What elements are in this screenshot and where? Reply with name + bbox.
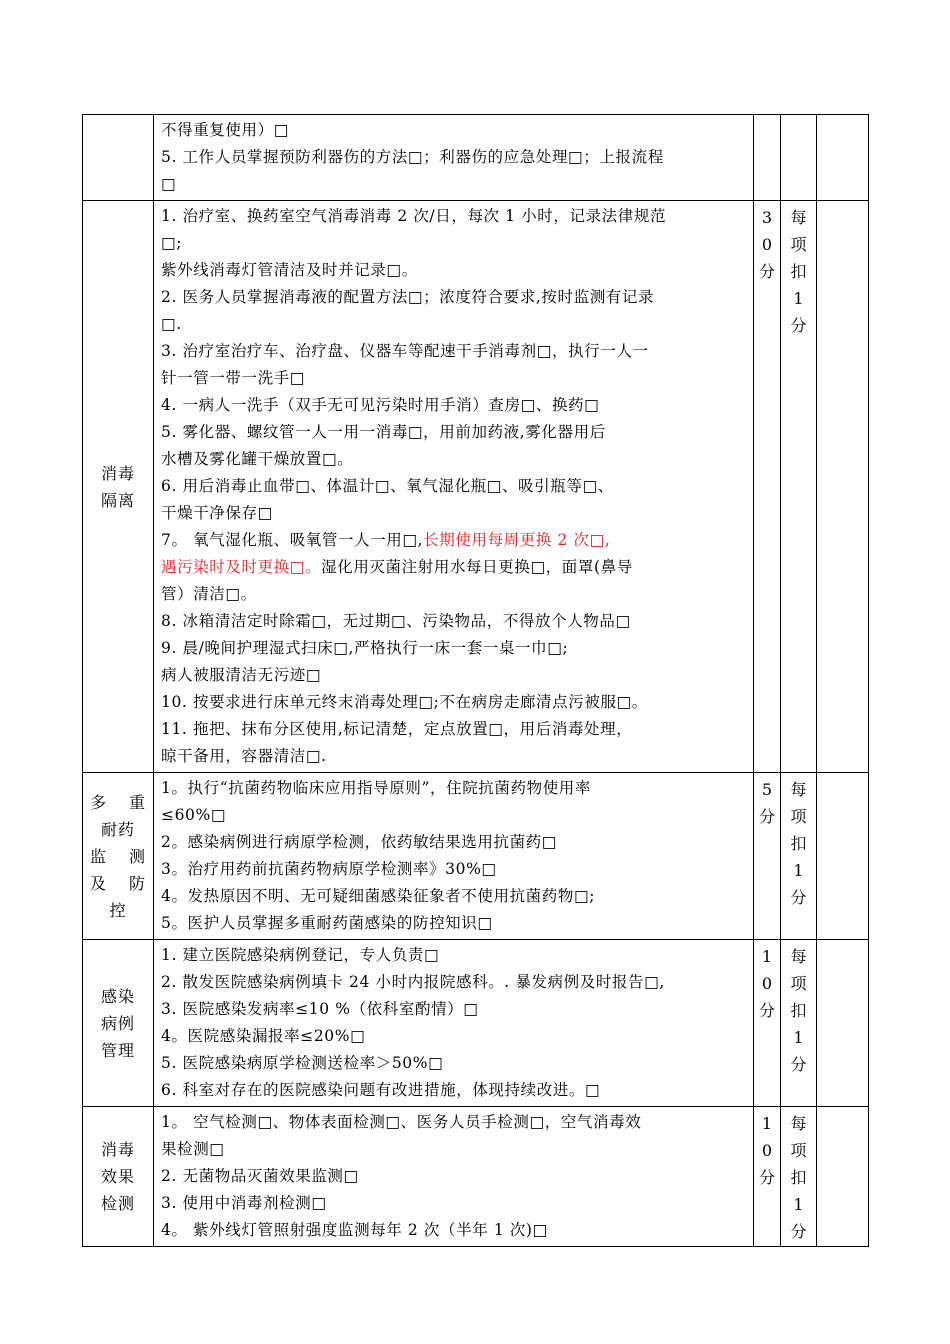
criteria-line [161,257,749,284]
deduction-char: 每 [790,947,807,966]
criteria-line [161,581,749,608]
deduction-char: 分 [790,1055,807,1074]
criteria-line [161,635,749,662]
deduction-char: 项 [790,235,807,254]
deduction-rule-cell [781,773,817,940]
criteria-line [161,1077,749,1104]
score-char: 分 [758,807,775,826]
criteria-line [161,203,749,230]
deduction-char: 项 [790,807,807,826]
criteria-line [161,1163,749,1190]
criteria-text: 10. 按要求进行床单元终末消毒处理□;不在病房走廊清点污被服□。 [161,693,648,711]
deduction-score-cell [817,115,869,201]
criteria-text: ≤60%□ [161,806,227,824]
criteria-text: 晾干备用，容器清洁□. [161,747,327,765]
criteria-text: 管）清洁□。 [161,585,257,603]
criteria-text: 3. 治疗室治疗车、治疗盘、仪器车等配速干手消毒剂□，执行一人一 [161,342,649,360]
score-cell [754,115,781,201]
criteria-line [161,1023,749,1050]
criteria-text: 5。医护人员掌握多重耐药菌感染的防控知识□ [161,914,493,932]
criteria-text: 湿化用灭菌注射用水每日更换□，面罩(鼻导 [321,558,633,576]
category-cell [83,1107,154,1247]
criteria-text: 1. 治疗室、换药室空气消毒消毒 2 次/日，每次 1 小时，记录法律规范 [161,207,667,225]
highlighted-text: 遇污染时及时更换□。 [161,558,322,576]
criteria-text: 紫外线消毒灯管清洁及时并记录□。 [161,261,418,279]
criteria-text: 5. 工作人员掌握预防利器伤的方法□；利器伤的应急处理□；上报流程 [161,148,664,166]
criteria-text: 2. 医务人员掌握消毒液的配置方法□；浓度符合要求,按时监测有记录 [161,288,655,306]
criteria-line [161,554,749,581]
category-label: 及 防 [90,873,146,893]
criteria-line [161,171,749,198]
criteria-line [161,311,749,338]
deduction-score-cell [817,201,869,773]
criteria-text: 1。 空气检测□、物体表面检测□、医务人员手检测□，空气消毒效 [161,1113,642,1131]
criteria-line [161,775,749,802]
score-char: 0 [761,1141,773,1160]
deduction-rule-cell [781,940,817,1107]
deduction-rule-cell [781,115,817,201]
table-row [83,940,869,1107]
category-label: 感染 [100,986,135,1006]
criteria-text: 2. 无菌物品灭菌效果监测□ [161,1167,359,1185]
score-cell [754,1107,781,1247]
deduction-char: 扣 [790,1001,807,1020]
criteria-line [161,338,749,365]
deduction-char: 每 [790,1114,807,1133]
criteria-line [161,365,749,392]
criteria-line [161,284,749,311]
deduction-char: 分 [790,316,807,335]
criteria-text: □. [161,315,182,333]
criteria-text: 不得重复使用）□ [161,121,289,139]
category-label: 多 重 [90,792,146,812]
criteria-line [161,446,749,473]
category-label: 消毒 [100,463,135,483]
category-label: 效果 [100,1167,135,1186]
category-label: 病例 [100,1013,135,1033]
deduction-char: 1 [793,289,804,308]
criteria-text: 6. 用后消毒止血带□、体温计□、氧气湿化瓶□、吸引瓶等□、 [161,477,614,495]
criteria-text: 4。医院感染漏报率≤20%□ [161,1027,366,1045]
criteria-text: 3. 医院感染发病率≤10 %（依科室酌情）□ [161,1000,479,1018]
criteria-text: □ [161,175,177,193]
deduction-char: 扣 [790,1168,807,1187]
table-row [83,773,869,940]
deduction-char: 项 [790,974,807,993]
criteria-line [161,473,749,500]
score-char: 0 [761,235,773,254]
deduction-rule-cell [781,201,817,773]
criteria-text: 5. 医院感染病原学检测送检率＞50%□ [161,1054,444,1072]
criteria-text: 4. 一病人一洗手（双手无可见污染时用手消）查房□、换药□ [161,396,600,414]
table-row [83,201,869,773]
criteria-line [161,856,749,883]
criteria-cell [154,1107,754,1247]
criteria-line [161,144,749,171]
criteria-line [161,230,749,257]
criteria-text: 4。发热原因不明、无可疑细菌感染征象者不使用抗菌药物□; [161,887,596,905]
score-char: 5 [761,780,773,799]
criteria-line [161,1190,749,1217]
criteria-text: 5. 雾化器、螺纹管一人一用一消毒□，用前加药液,雾化器用后 [161,423,606,441]
criteria-line [161,527,749,554]
criteria-line [161,743,749,770]
criteria-line [161,1109,749,1136]
criteria-line [161,392,749,419]
criteria-line [161,1136,749,1163]
evaluation-table [82,114,869,1247]
category-cell [83,773,154,940]
category-label: 管理 [100,1040,135,1060]
score-cell [754,940,781,1107]
criteria-line [161,1217,749,1244]
category-label: 控 [109,900,127,920]
criteria-cell [154,201,754,773]
criteria-text: 果检测□ [161,1140,225,1158]
category-label: 消毒 [100,1140,135,1159]
deduction-rule-cell [781,1107,817,1247]
deduction-char: 1 [793,1028,804,1047]
criteria-line [161,829,749,856]
category-label: 耐药 [100,819,135,839]
deduction-score-cell [817,940,869,1107]
criteria-text: 3. 使用中消毒剂检测□ [161,1194,327,1212]
criteria-line [161,419,749,446]
criteria-text: 干燥干净保存□ [161,504,273,522]
score-char: 分 [758,262,775,281]
score-char: 分 [758,1168,775,1187]
score-char: 3 [761,208,773,227]
deduction-char: 1 [793,861,804,880]
score-char: 1 [761,947,773,966]
criteria-line [161,662,749,689]
category-label: 检测 [100,1194,135,1213]
criteria-text: 针一管一带一洗手□ [161,369,306,387]
criteria-text: 4。 紫外线灯管照射强度监测每年 2 次（半年 1 次)□ [161,1221,548,1239]
criteria-line [161,716,749,743]
score-cell [754,201,781,773]
criteria-line [161,802,749,829]
criteria-text: 1. 建立医院感染病例登记，专人负责□ [161,946,440,964]
criteria-text: 8. 冰箱清洁定时除霜□，无过期□、污染物品，不得放个人物品□ [161,612,631,630]
criteria-cell [154,773,754,940]
criteria-text: 2。感染病例进行病原学检测，依药敏结果选用抗菌药□ [161,833,558,851]
highlighted-text: 长期使用每周更换 2 次□, [423,531,611,549]
criteria-line [161,500,749,527]
criteria-text: 7。 氧气湿化瓶、吸氧管一人一用□, [161,531,424,549]
deduction-char: 每 [790,208,807,227]
table-body [83,115,869,1247]
category-label: 隔离 [100,490,135,510]
deduction-char: 每 [790,780,807,799]
score-char: 0 [761,974,773,993]
criteria-text: □; [161,234,183,252]
criteria-line [161,883,749,910]
deduction-char: 扣 [790,262,807,281]
criteria-cell [154,940,754,1107]
criteria-line [161,117,749,144]
criteria-cell [154,115,754,201]
table-row [83,1107,869,1247]
category-label: 监 测 [90,846,146,866]
deduction-score-cell [817,1107,869,1247]
criteria-line [161,996,749,1023]
deduction-score-cell [817,773,869,940]
score-char: 1 [761,1114,773,1133]
deduction-char: 项 [790,1141,807,1160]
score-cell [754,773,781,940]
table-row [83,115,869,201]
criteria-line [161,910,749,937]
criteria-text: 11. 拖把、抹布分区使用,标记清楚，定点放置□，用后消毒处理， [161,720,633,738]
deduction-char: 1 [793,1195,804,1214]
category-cell [83,201,154,773]
criteria-text: 9. 晨/晚间护理湿式扫床□,严格执行一床一套一桌一巾□; [161,639,569,657]
score-char: 分 [758,1001,775,1020]
category-cell [83,940,154,1107]
deduction-char: 分 [790,888,807,907]
criteria-text: 6. 科室对存在的医院感染问题有改进措施，体现持续改进。□ [161,1081,601,1099]
criteria-line [161,969,749,996]
criteria-text: 2. 散发医院感染病例填卡 24 小时内报院感科。. 暴发病例及时报告□, [161,973,665,991]
criteria-line [161,1050,749,1077]
criteria-text: 病人被服清洁无污迹□ [161,666,322,684]
category-cell [83,115,154,201]
criteria-text: 水槽及雾化罐干燥放置□。 [161,450,354,468]
deduction-char: 分 [790,1222,807,1241]
criteria-line [161,689,749,716]
criteria-text: 3。治疗用药前抗菌药物病原学检测率》30%□ [161,860,497,878]
criteria-line [161,608,749,635]
criteria-text: 1。执行“抗菌药物临床应用指导原则”，住院抗菌药物使用率 [161,779,592,797]
criteria-line [161,942,749,969]
deduction-char: 扣 [790,834,807,853]
